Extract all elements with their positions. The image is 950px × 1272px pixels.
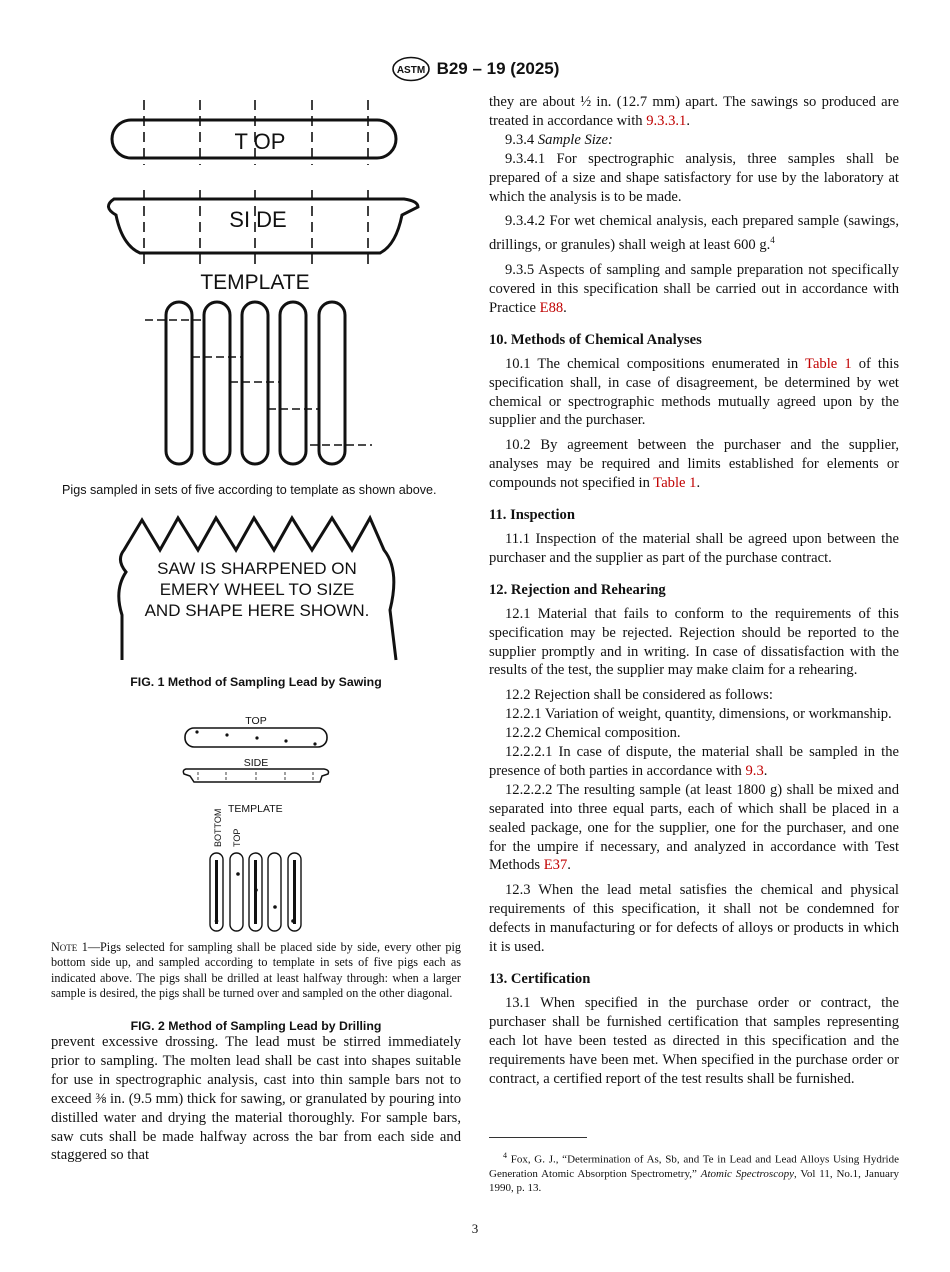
left-column-text: [51, 1033, 461, 1165]
para-12-2-2-2: 12.2.2.2 The resulting sample (at least 1800 g) shall be mixed and separated into three equal parts, each of which shall be placed in a sealed package, one for the supplier, one for the purchaser, and one for the umpire if necessary, and analyzed in accordance with Test Methods E37.: [489, 781, 899, 874]
figure-2-caption: FIG. 2 Method of Sampling Lead by Drilling: [130, 1019, 382, 1033]
note-label: Note 1: [51, 940, 88, 954]
para-12-2-2-1: 12.2.2.1 In case of dispute, the material shall be sampled in the presence of both parties in accordance with 9.3.: [489, 744, 899, 779]
left-paragraph: prevent excessive drossing. The lead must be stirred immediately prior to sampling. The molten lead shall be cast into shapes suitable for use in spectrographic analysis, cast into thin sample bars not to exceed ⅜ in. (9.5 mm) thick for sawing, or granulated by pouring into distilled water and drying the material thoroughly. For sample bars, saw cuts shall be made halfway across the bar from each side and staggered so that: [51, 1034, 461, 1164]
para-10-1: 10.1 The chemical compositions enumerated in Table 1 of this specification shall, in case of disagreement, be determined by wet chemical or spectrographic methods mutually agreed upon by the supplier and the purchaser.: [489, 355, 900, 429]
pig-3: [242, 302, 268, 464]
page-number: 3: [471, 1221, 479, 1236]
para-12-2: 12.2 Rejection shall be considered as follows:: [505, 687, 773, 704]
fig2-side-profile: [183, 769, 328, 782]
pig-2: [204, 302, 230, 464]
para-12-2-2: 12.2.2 Chemical composition.: [505, 725, 681, 742]
para-9-3-5: 9.3.5 Aspects of sampling and sample preparation not specifically covered in this specification shall be carried out in accordance with Practice E88.: [489, 262, 899, 316]
page-header: [0, 56, 950, 82]
saw-line-3: AND SHAPE HERE SHOWN.: [144, 601, 370, 620]
document-designation: B29 – 19 (2025): [436, 59, 560, 78]
para-9-3-4: 9.3.4 Sample Size:: [505, 131, 613, 148]
para-12-3: 12.3 When the lead metal satisfies the chemical and physical requirements of this specification, it shall not be condemned for defects in manufacturing or for defects of alloys or products in which it is used.: [489, 882, 899, 956]
para-10-2: 10.2 By agreement between the purchaser and the supplier, analyses may be required and limits established for elements or compounds not specified in Table 1.: [489, 437, 899, 492]
logo-text: ASTM: [396, 65, 425, 76]
para-9-3-4-2: 9.3.4.2 For wet chemical analysis, each prepared sample (sawings, drillings, or granules) shall weigh at least 600 g.$^4$: [489, 213, 899, 254]
para-9-3-4-1: 9.3.4.1 For spectrographic analysis, three samples shall be prepared of a size and shape satisfactory for use by the laboratory at which the analysis is to be made.: [489, 150, 899, 205]
astm-logo-icon: [391, 56, 431, 82]
para-13-1: 13.1 When specified in the purchase order or contract, the purchaser shall be furnished certification that samples representing each lot have been tested as directed in this specification and the requirements have been met. When specified in the purchase order or contract, a certified report of the test results shall be furnished.: [489, 994, 899, 1087]
fig2-pig-top-label: TOP: [232, 828, 242, 847]
link-table-1-b[interactable]: Table 1: [653, 475, 697, 492]
pig-1: [166, 302, 192, 464]
fig2-template-label: TEMPLATE: [228, 803, 283, 815]
link-9-3-3-1[interactable]: 9.3.3.1: [646, 112, 687, 129]
side-view-label: SI DE: [229, 207, 287, 232]
saw-text: [112, 558, 402, 621]
fig2-pig-4: [268, 853, 281, 931]
footnote-rule: [489, 1137, 587, 1138]
section-12-heading: 12. Rejection and Rehearing: [489, 581, 666, 598]
link-e88[interactable]: E88: [539, 299, 564, 316]
pig-4: [280, 302, 306, 464]
link-table-1[interactable]: Table 1: [805, 355, 852, 372]
section-13-heading: 13. Certification: [489, 971, 591, 988]
link-e37[interactable]: E37: [543, 857, 568, 874]
para-12-2-1: 12.2.1 Variation of weight, quantity, dimensions, or workmanship.: [505, 706, 892, 723]
para-11-1: 11.1 Inspection of the material shall be agreed upon between the purchaser and the supplier as part of the purchase contract.: [489, 530, 899, 566]
section-10-heading: 10. Methods of Chemical Analyses: [489, 331, 702, 348]
saw-line-1: SAW IS SHARPENED ON: [157, 559, 357, 578]
pig-5: [319, 302, 345, 464]
fig2-top-label: TOP: [245, 715, 267, 727]
footnote-4: $^4$ Fox, G. J., “Determination of As, Sb, and Te in Lead and Lead Alloys Using Hydride Generation Atomic Absorption Spectrometry,” Atomic Spectroscopy, Vol 11, No.1, January 1990, p. 13.: [489, 1151, 899, 1195]
para-12-1: 12.1 Material that fails to conform to the requirements of this specification may be rejected. Rejection should be reported to the supplier promptly and in writing. In case of dissatisfaction with the results of the test, the supplier may make claim for a rehearing.: [489, 605, 899, 679]
footnote-ref-4[interactable]: 4: [770, 235, 775, 246]
fig2-side-label: SIDE: [243, 757, 269, 769]
fig1-pigs-caption: Pigs sampled in sets of five according to template as shown above.: [62, 483, 437, 497]
fig2-pig-2: [230, 853, 243, 931]
figure-2-drawing: [180, 710, 340, 935]
figure-1-drawing: [100, 95, 430, 475]
right-column: [489, 93, 899, 1088]
fig2-bottom-label: BOTTOM: [213, 808, 223, 847]
para-9-3-3-cont: they are about ½ in. (12.7 mm) apart. The sawings so produced are treated in accordance with 9.3.3.1.: [489, 94, 899, 129]
template-label: TEMPLATE: [200, 271, 310, 294]
section-11-heading: 11. Inspection: [489, 507, 575, 524]
link-9-3[interactable]: 9.3: [745, 762, 764, 779]
top-view-label: T OP: [234, 129, 286, 154]
note-text: —Pigs selected for sampling shall be placed side by side, every other pig bottom side up, and sampled according to template in sets of five pigs each as indicated above. The pigs shall be drilled at least halfway through: when a larger sample is desired, the pigs shall be turned over and sampled on the other diagonal.: [51, 940, 461, 1001]
saw-line-2: EMERY WHEEL TO SIZE: [159, 580, 355, 599]
figure-1-caption: FIG. 1 Method of Sampling Lead by Sawing: [130, 675, 382, 689]
figure-2-note: [51, 940, 461, 1002]
